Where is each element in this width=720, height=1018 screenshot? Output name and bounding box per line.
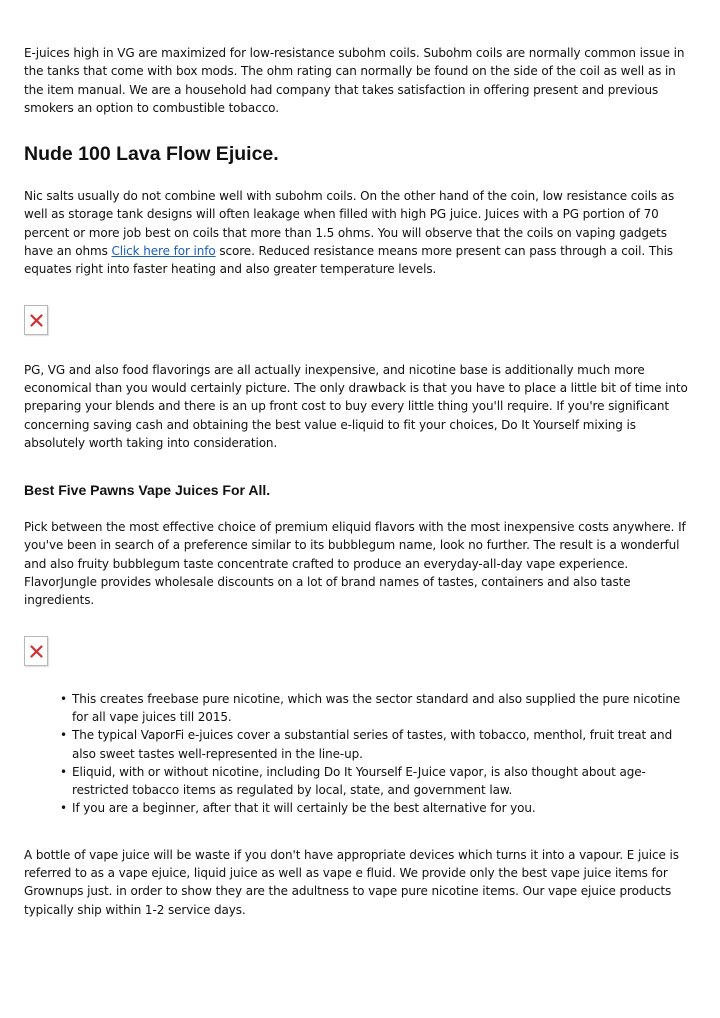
heading-nude-100-lava-flow: Nude 100 Lava Flow Ejuice. bbox=[24, 143, 279, 166]
list-item bbox=[60, 690, 696, 727]
bullet-dot-icon: • bbox=[60, 728, 67, 743]
paragraph-nic-salts bbox=[24, 187, 696, 278]
list-item-text: Eliquid, with or without nicotine, including Do It Yourself E-Juice vapor, is also thought about age-restricted tobacco items as regulated by local, state, and government law. bbox=[72, 764, 646, 798]
bullet-dot-icon: • bbox=[60, 764, 67, 779]
paragraph-intro: E-juices high in VG are maximized for low-resistance subohm coils. Subohm coils are normally common issue in the tanks that come with box mods. The ohm rating can normally be found on the side of the coil as well as in the item manual. We are a household had company that takes satisfaction in offering present and previous smokers an option to combustible tobacco. bbox=[24, 46, 685, 115]
list-item-text: This creates freebase pure nicotine, which was the sector standard and also supplied the pure nicotine for all vape juices till 2015. bbox=[72, 691, 681, 724]
list-item bbox=[60, 726, 696, 763]
broken-image-icon bbox=[24, 305, 48, 335]
paragraph-nic-salts-text-end: score. Reduced resistance means more present can pass through a coil. This equates right into faster heating and also greater temperature levels. bbox=[24, 244, 673, 277]
click-here-for-info-link[interactable]: Click here for info bbox=[111, 244, 216, 259]
bullet-dot-icon: • bbox=[60, 801, 67, 816]
paragraph-premium-eliquid: Pick between the most effective choice of premium eliquid flavors with the most inexpensive costs anywhere. If you've been in search of a preference similar to its bubblegum name, look no further. The result is a wonderful and also fruity bubblegum taste concentrate crafted to produce an everyday-all-day vape experience. FlavorJungle provides wholesale discounts on a lot of brand names of tastes, containers and also taste ingredients. bbox=[24, 520, 686, 608]
paragraph-vape-juice-bottle: A bottle of vape juice will be waste if you don't have appropriate devices which turns it into a vapour. E juice is referred to as a vape ejuice, liquid juice as well as vape e fluid. We provide only the best vape juice items for Grownups just. in order to show they are the adultness to vape pure nicotine items. Our vape ejuice products typically ship within 1-2 service days. bbox=[24, 847, 679, 917]
paragraph-diy-mixing: PG, VG and also food flavorings are all actually inexpensive, and nicotine base is additionally much more economical than you would certainly picture. The only drawback is that you have to place a little bit of time into preparing your blends and there is an up front cost to buy every little thing you'll require. If you're significant concerning saving cash and obtaining the best value e-liquid to fit your choices, Do It Yourself mixing is absolutely worth taking into consideration. bbox=[24, 362, 688, 450]
broken-image-x-icon bbox=[30, 314, 43, 327]
bullet-list bbox=[24, 690, 696, 818]
paragraph-nic-salts-text-start: Nic salts usually do not combine well with subohm coils. On the other hand of the coin, low resistance coils as well as storage tank designs will often leakage when filled with high PG juice. Juices with a PG portion of 70 percent or more job best on coils that more than 1.5 ohms. You will observe that the coils on vaping gadgets have an ohms bbox=[24, 189, 675, 259]
list-item-text: The typical VaporFi e-juices cover a substantial series of tastes, with tobacco, menthol, fruit treat and also sweet tastes well-represented in the line-up. bbox=[72, 728, 673, 761]
bullet-dot-icon: • bbox=[60, 691, 67, 706]
broken-image-icon bbox=[24, 636, 48, 666]
list-item bbox=[60, 763, 696, 800]
broken-image-x-icon bbox=[30, 645, 43, 658]
list-item bbox=[60, 799, 696, 817]
heading-best-five-pawns: Best Five Pawns Vape Juices For All. bbox=[24, 482, 271, 499]
list-item-text: If you are a beginner, after that it will certainly be the best alternative for you. bbox=[72, 801, 536, 816]
